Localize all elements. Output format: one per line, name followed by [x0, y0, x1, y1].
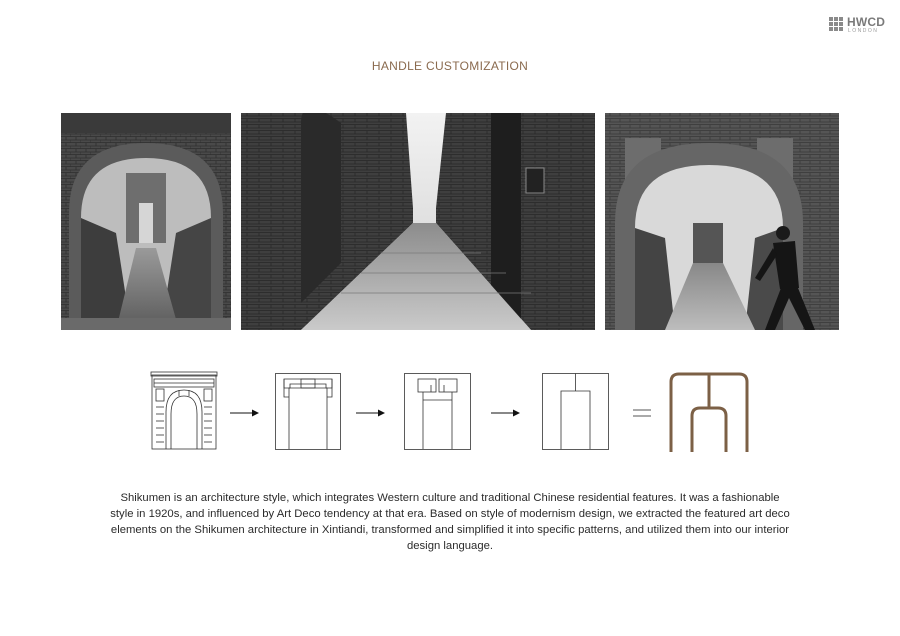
arrow-right-icon: [230, 408, 260, 418]
photo-shikumen-alley-perspective: [241, 113, 595, 330]
photo-shikumen-arch-alley: [61, 113, 231, 330]
description-paragraph: Shikumen is an architecture style, which integrates Western culture and traditional Chinese residential features. It was a fashionable style in 1920s, and influenced by Art Deco tendency at that era. Based on style of modernism design, we extracted the featured art deco elements on the Shikumen architecture in Xintiandi, transformed and simplified it into specific patterns, and utilized them into our interior design language.: [110, 492, 790, 552]
shikumen-doorway-drawing: [151, 372, 217, 450]
pattern-stage-1-drawing: [275, 373, 341, 450]
photo-shikumen-gate-passerby: [605, 113, 839, 330]
handle-pattern-result: [668, 372, 750, 452]
pattern-stage-3-drawing: [542, 373, 609, 450]
arrow-right-icon: [356, 408, 386, 418]
pattern-stage-2-drawing: [404, 373, 471, 450]
brand-sub: LONDON: [848, 28, 879, 34]
page-title: HANDLE CUSTOMIZATION: [371, 59, 529, 73]
arrow-right-icon: [491, 408, 521, 418]
pattern-transformation-diagram: [0, 365, 900, 460]
logo-grid-icon: [829, 17, 845, 32]
brand-name: HWCD: [847, 15, 886, 29]
equals-icon: [633, 408, 651, 418]
brand-logo: [829, 16, 889, 36]
